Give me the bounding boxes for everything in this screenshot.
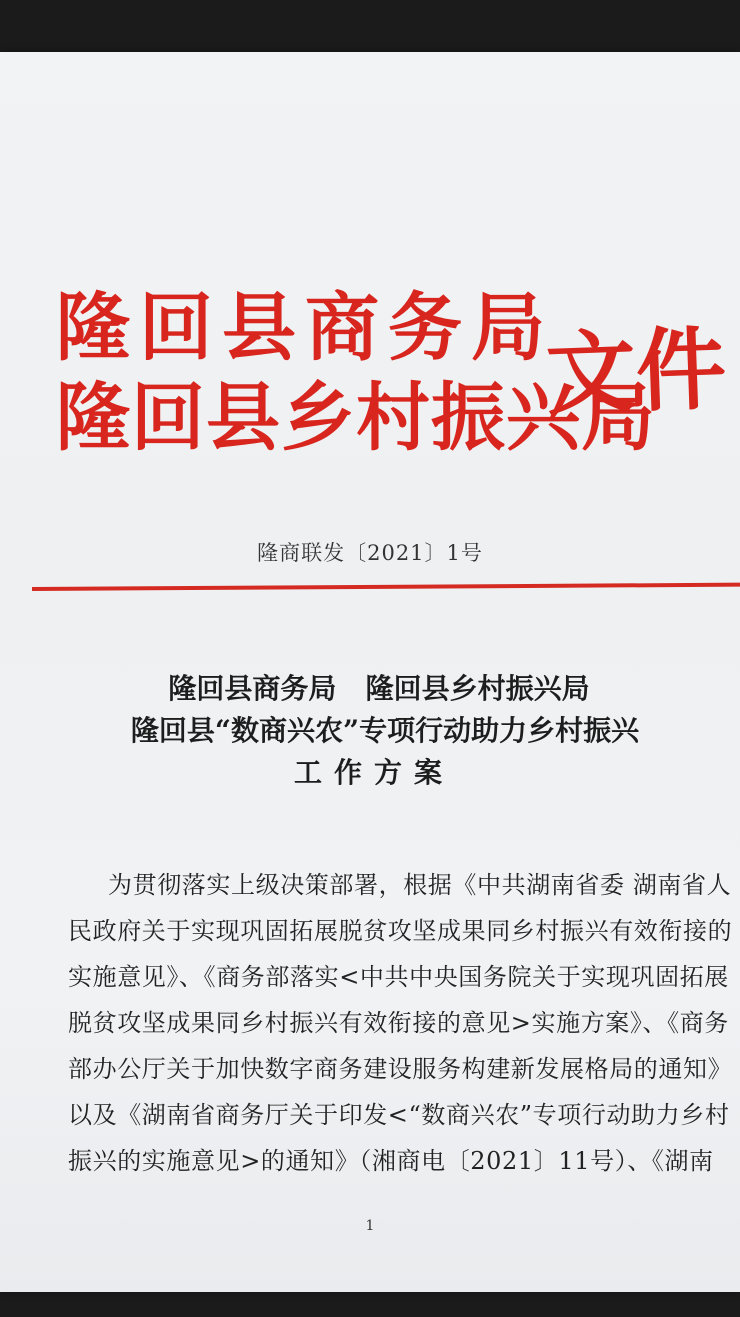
body-line: 民政府关于实现巩固拓展脱贫攻坚成果同乡村振兴有效衔接的 — [68, 917, 733, 945]
title-line-subject: 隆回县“数商兴农”专项行动助力乡村振兴 — [130, 714, 640, 747]
issuer-line-rural-revitalization-bureau: 隆回县乡村振兴局 — [56, 375, 656, 461]
document-title — [0, 668, 740, 794]
body-line: 部办公厅关于加快数字商务建设服务构建新发展格局的通知》 — [68, 1055, 733, 1083]
issuer-line-commerce-bureau: 隆回县商务局 — [56, 285, 554, 371]
title-line-issuers — [18, 668, 740, 710]
title-issuer-gap — [336, 672, 365, 705]
body-line: 以及《湖南省商务厅关于印发<“数商兴农”专项行动助力乡村 — [68, 1101, 730, 1129]
title-line-plan: 工作方案 — [293, 756, 454, 789]
body-line: 振兴的实施意见>的通知》（湘商电〔2021〕11号）、《湖南 — [68, 1147, 714, 1175]
title-issuer-1: 隆回县商务局 — [168, 672, 337, 705]
document-header — [56, 224, 728, 474]
body-line: 实施意见》、《商务部落实<中共中央国务院关于实现巩固拓展 — [68, 963, 729, 991]
body-line: 脱贫攻坚成果同乡村振兴有效衔接的意见>实施方案》、《商务 — [68, 1009, 729, 1037]
document-type-label: 文件 — [544, 315, 728, 429]
title-issuer-2: 隆回县乡村振兴局 — [365, 672, 590, 705]
document-number: 隆商联发〔2021〕1号 — [257, 541, 483, 565]
body-paragraph — [68, 862, 733, 1184]
body-line: 为贯彻落实上级决策部署，根据《中共湖南省委 湖南省人 — [108, 871, 732, 899]
page-number: 1 — [365, 1218, 375, 1234]
